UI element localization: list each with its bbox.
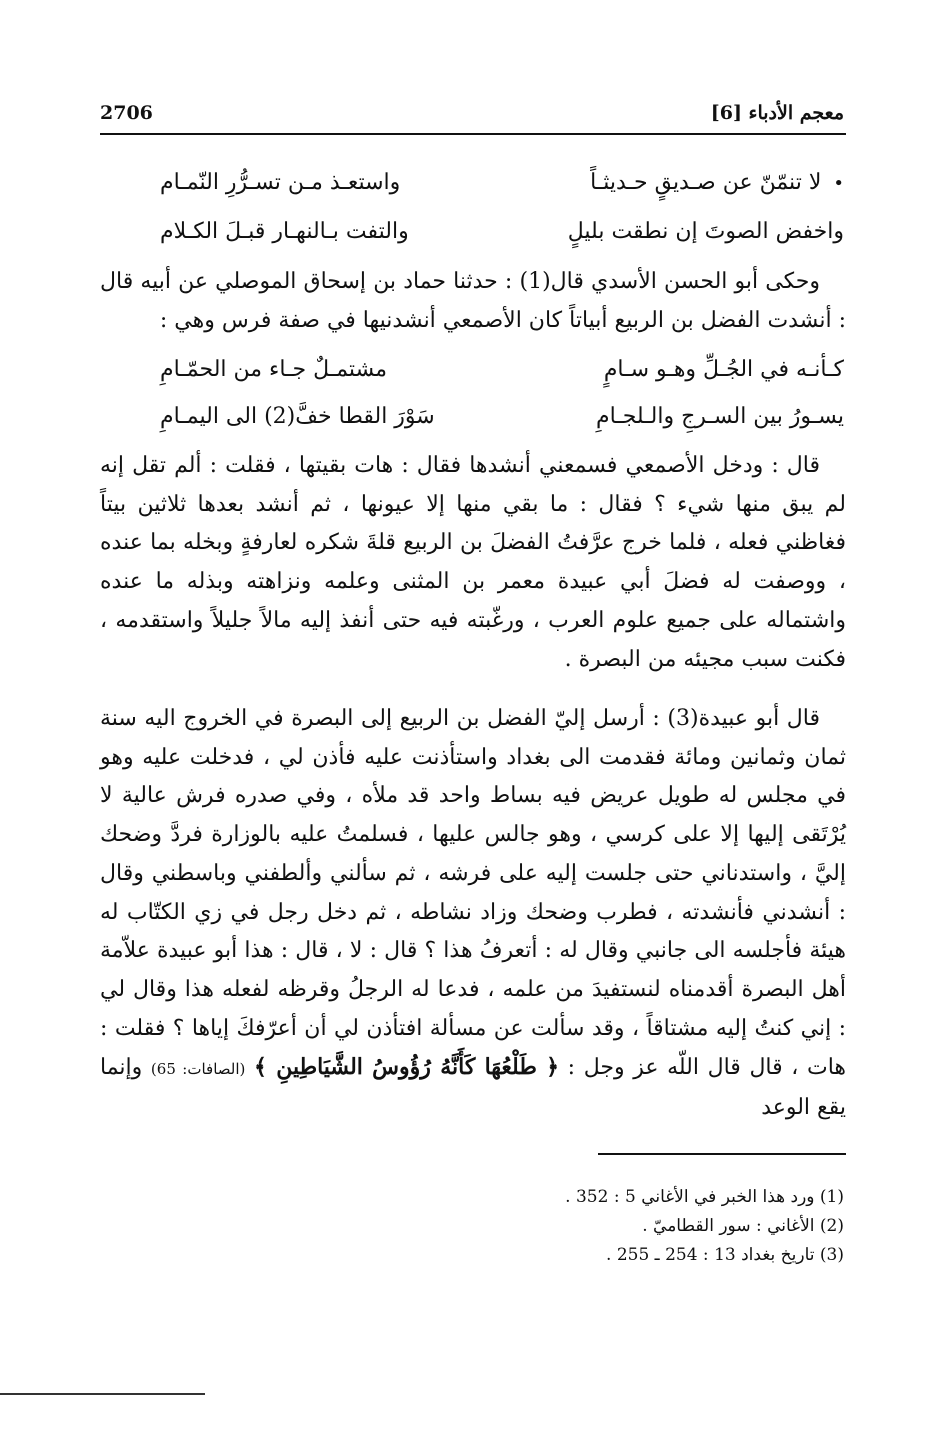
verse-line — [150, 219, 844, 263]
verse-hemistich: كـأنـه في الجُـلِّ وهـو سـامٍ — [603, 357, 844, 382]
running-title: معجم الأدباء [6] — [710, 102, 844, 124]
quran-reference: (الصافات: 65) — [150, 1060, 246, 1079]
verse-hemistich: •لا تنمّنّ عن صـديقٍ حـديثـاً — [590, 170, 844, 195]
footnote: (1) ورد هذا الخبر في الأغاني 5 : 352 . — [565, 1187, 844, 1207]
quran-quote: ﴿ طَلْعُهَا كَأَنَّهُ رُؤُوسُ الشَّيَاطِينِ ﴾ — [254, 1054, 560, 1081]
footnote-separator — [598, 1153, 846, 1155]
verse-line — [150, 357, 844, 401]
paragraph-abu-ubayda: قال أبو عبيدة(3) : أرسل إليّ الفضل بن الربيع إلى البصرة في الخروج اليه سنة ثمان وثمانين ومائة فقدمت الى بغداد واستأذنت عليه فأذن لي ، فدخلت عليه وهو في مجلس له طويل عريض فيه بساط واحد قد ملأه ، وفي صدره فرش عالية لا يُرْتَقى إليها إلا على كرسي ، وهو جالس عليها ، فسلمتُ عليه بالوزارة فردَّ وضحك إليَّ ، واستدناني حتى جلست إليه على فرشه ، ثم سألني وألطفني وباسطني وقال : أنشدني فأنشدته ، فطرب وضحك وزاد نشاطه ، ثم دخل رجل في زي الكتّاب له هيئة فأجلسه الى جانبي وقال له : أتعرفُ هذا ؟ قال : لا ، قال : هذا أبو عبيدة علاّمة أهل البصرة أقدمناه لنستفيدَ من علمه ، فدعا له الرجلُ وقرظه لفعله هذا وقال لي : إني كنتُ إليه مشتاقاً ، وقد سألت عن مسألة افتأذن لي أن أعرّفكَ إياها ؟ فقلت : هات ، قال قال اللّه عز وجل : ﴿ طَلْعُهَا كَأَنَّهُ رُؤُوسُ الشَّيَاطِينِ ﴾ (الصافات: 65) وإنما يقع الوعد — [100, 706, 847, 1121]
footnote: (3) تاريخ بغداد 13 : 254 ـ 255 . — [606, 1245, 844, 1265]
scan-edge-line — [0, 1393, 205, 1395]
paragraph-asmai: قال : ودخل الأصمعي فسمعني أنشدها فقال : هات بقيتها ، فقلت : ألم تقل إنه لم يبق منها شيء ؟ فقال : ما بقي منها إلا عيونها ، ثم أنشد بعدها ثلاثين بيتاً فغاظني فعله ، فلما خرج عرَّفتُ الفضلَ بن الربيع قلةَ شكره لعارفةٍ وبخله بما عنده ، ووصفت له فضلَ أبي عبيدة معمر بن المثنى وعلمه ونزاهته وبذله ما عنده واشتماله على جميع علوم العرب ، ورغّبته فيه حتى أنفذ إليه مالاً جليلاً واستقدمه ، فكنت سبب مجيئه من البصرة . — [100, 453, 846, 672]
verse-hemistich: واستعـذ مـن تسـرُّرِ النّمـام — [160, 170, 401, 195]
verse-hemistich: سَوْرَ القطا خفَّ(2) الى اليمـامِ — [160, 404, 435, 429]
paragraph-intro: وحكى أبو الحسن الأسدي قال(1) : حدثنا حماد بن إسحاق الموصلي عن أبيه قال : أنشدت الفضل بن الربيع أبياتاً كان الأصمعي أنشدنيها في صفة فرس وهي : — [100, 269, 846, 333]
verse-hemistich: واخفض الصوتَ إن نطقت بليلٍ — [567, 219, 844, 244]
verse-hemistich: مشتمـلٌ جـاء من الحمّـامِ — [160, 357, 387, 382]
header-rule — [100, 133, 846, 135]
verse-line — [150, 170, 844, 214]
verse-hemistich: والتفت بـالنهـار قبـلَ الكـلام — [160, 219, 409, 244]
verse-hemistich: يسـورُ بين السـرجِ والـلجـامِ — [595, 404, 844, 429]
page-header — [100, 102, 844, 132]
page-number: 2706 — [100, 102, 153, 124]
verse-line — [150, 404, 844, 448]
footnotes — [344, 1183, 844, 1270]
bullet-mark: • — [833, 173, 844, 194]
footnote: (2) الأغاني : سور القطاميّ . — [642, 1216, 844, 1236]
